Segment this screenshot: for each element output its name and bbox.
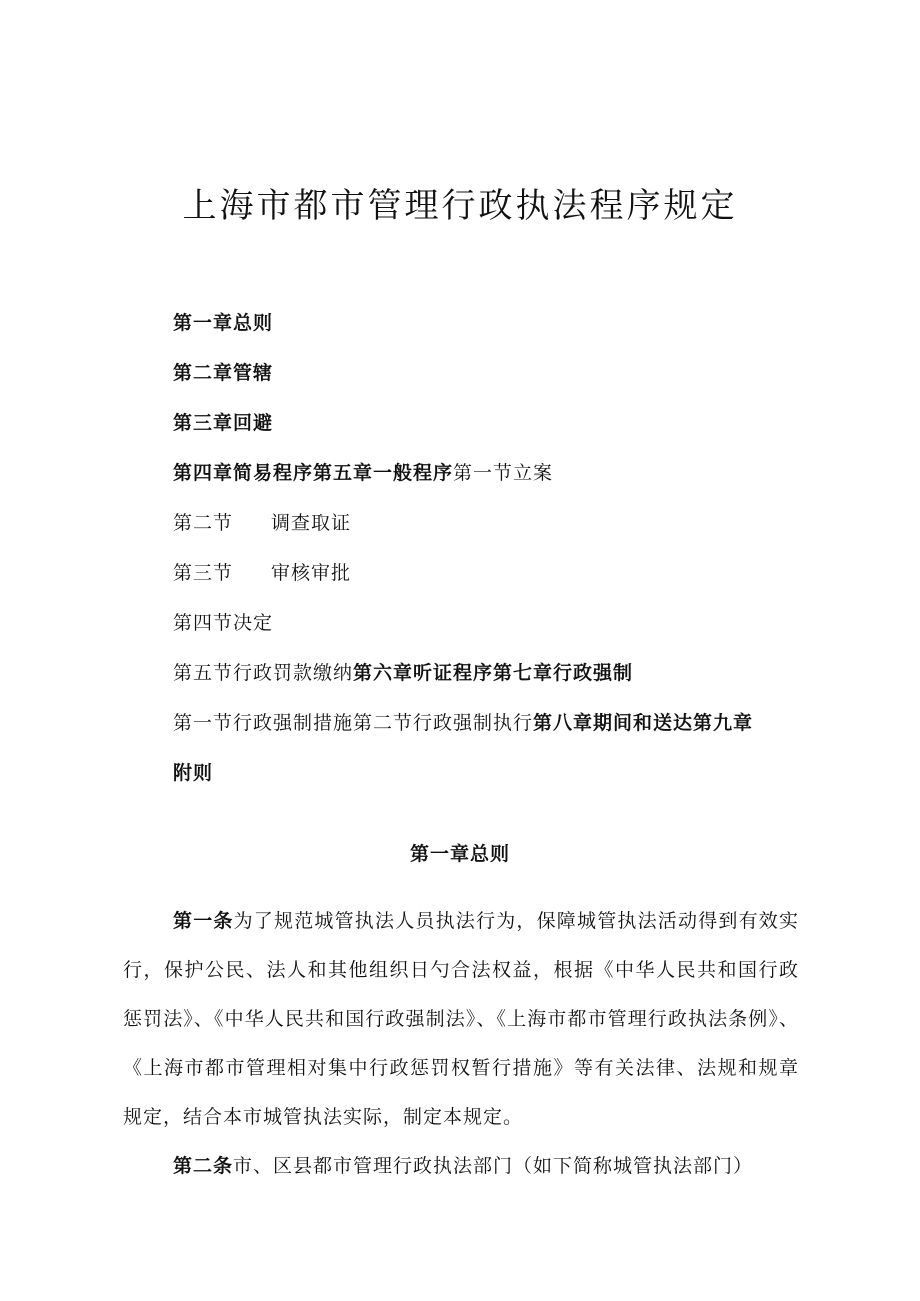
toc-chapter-4-5: 第四章简易程序第五章一般程序 xyxy=(173,462,454,484)
article-2-label: 第二条 xyxy=(173,1155,234,1177)
toc-section-2-title: 调查取证 xyxy=(271,512,352,534)
toc-section-1: 第一节立案 xyxy=(453,462,554,484)
document-title: 上海市都市管理行政执法程序规定 xyxy=(182,186,738,226)
toc-chapter-6-7: 第六章听证程序第七章行政强制 xyxy=(353,662,634,684)
toc-line-4 xyxy=(173,458,553,485)
toc-line-6 xyxy=(173,558,351,585)
toc-section-3-label: 第三节 xyxy=(173,562,234,584)
toc-section-5: 第五节行政罚款缴纳 xyxy=(173,662,354,684)
toc-chapter-8-9: 第八章期间和送达第九章 xyxy=(533,712,754,734)
toc-line-9 xyxy=(173,708,753,735)
toc-chapter-1: 第一章总则 xyxy=(173,312,274,334)
toc-line-5 xyxy=(173,508,351,535)
toc-line-8 xyxy=(173,658,633,685)
toc-appendix: 附则 xyxy=(173,762,214,784)
toc-section-4: 第四节决定 xyxy=(173,612,274,634)
article-2-text: 市、区县都市管理行政执法部门（如下简称城管执法部门） xyxy=(233,1155,754,1177)
article-1-label: 第一条 xyxy=(173,910,234,932)
toc-section-2-label: 第二节 xyxy=(173,512,234,534)
toc-sections-enforcement: 第一节行政强制措施第二节行政强制执行 xyxy=(173,712,534,734)
article-1-text: 为了规范城管执法人员执法行为，保障城管执法活动得到有效实行，保护公民、法人和其他组织日勺合法权益，根据《中华人民共和国行政惩罚法》、《中华人民共和国行政强制法》、《上海市都市管理行政执法条例》、《上海市都市管理相对集中行政惩罚权暂行措施》等有关法律、法规和规章规定，结合本市城管执法实际，制定本规定。 xyxy=(123,910,799,1128)
article-2 xyxy=(123,1142,799,1191)
toc-section-3-title: 审核审批 xyxy=(271,562,352,584)
chapter-heading: 第一章总则 xyxy=(409,843,510,865)
toc-chapter-3: 第三章回避 xyxy=(173,412,274,434)
toc-chapter-2: 第二章管辖 xyxy=(173,362,274,384)
article-1 xyxy=(123,897,799,1142)
